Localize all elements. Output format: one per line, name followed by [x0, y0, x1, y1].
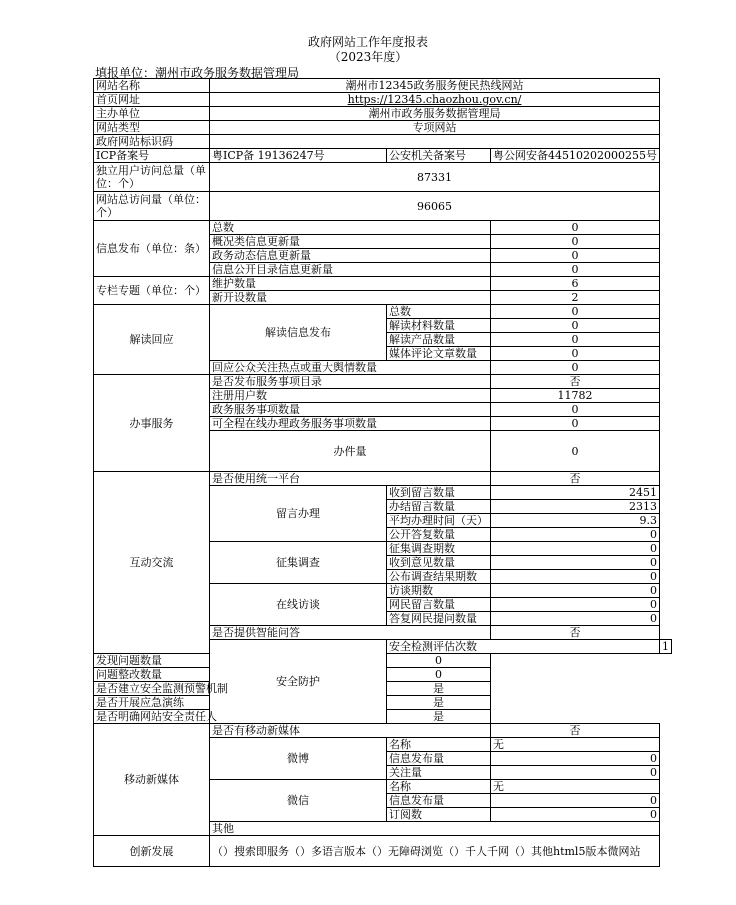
row-value: 无: [491, 780, 660, 794]
row-value: 0: [491, 570, 660, 584]
table-row: [94, 135, 672, 149]
row-value: 0: [491, 752, 660, 766]
row-value: 0: [491, 542, 660, 556]
row-value: 否: [491, 626, 660, 640]
cell-label: 网站类型: [94, 121, 210, 135]
row-label: 办件量: [210, 431, 491, 472]
row-value: 6: [491, 277, 660, 291]
row-label: 解读材料数量: [387, 319, 491, 333]
row-label: 信息公开目录信息更新量: [210, 263, 491, 277]
report-table: [93, 78, 672, 867]
row-label: 可全程在线办理政务服务事项数量: [210, 417, 491, 431]
table-row: [94, 79, 672, 93]
table-row: [94, 107, 672, 121]
icp-number: 粤ICP备 19136247号: [210, 149, 387, 163]
table-row: [94, 472, 672, 486]
table-row: [94, 836, 672, 867]
row-value: 0: [491, 808, 660, 822]
row-label: 公开答复数量: [387, 528, 491, 542]
report-year: （2023年度）: [328, 50, 408, 64]
row-label: 是否发布服务事项目录: [210, 375, 491, 389]
row-label: 政务服务事项数量: [210, 403, 491, 417]
row-value: 0: [387, 668, 491, 682]
row-label: 信息发布量: [387, 794, 491, 808]
row-label: 是否有移动新媒体: [210, 724, 491, 738]
row-label: 回应公众关注热点或重大舆情数量: [210, 361, 491, 375]
row-label: 是否明确网站安全责任人: [94, 710, 387, 724]
row-label: 关注量: [387, 766, 491, 780]
table-row: [94, 192, 672, 221]
sub-label: 解读信息发布: [210, 305, 387, 361]
cell-label: 首页网址: [94, 93, 210, 107]
filling-unit: 填报单位：潮州市政务服务数据管理局: [95, 66, 300, 80]
report-title: 政府网站工作年度报表: [307, 35, 428, 49]
section-label: 安全防护: [210, 640, 387, 724]
cell-label: 主办单位: [94, 107, 210, 121]
row-value: 9.3: [491, 514, 660, 528]
row-label: 收到留言数量: [387, 486, 491, 500]
table-row: [94, 221, 672, 235]
row-label: 公布调查结果期数: [387, 570, 491, 584]
row-label: 平均办理时间（天）: [387, 514, 491, 528]
row-value: 0: [491, 263, 660, 277]
section-label: 办事服务: [94, 375, 210, 472]
row-label: 访谈期数: [387, 584, 491, 598]
row-value: 11782: [491, 389, 660, 403]
row-value: 0: [491, 417, 660, 431]
table-row: [94, 121, 672, 135]
cell-label: 网站总访问量（单位：个）: [94, 192, 210, 221]
row-label: 维护数量: [210, 277, 491, 291]
section-label: 创新发展: [94, 836, 210, 867]
section-label: 互动交流: [94, 472, 210, 654]
row-value: 0: [491, 598, 660, 612]
row-label: 是否提供智能问答: [210, 626, 491, 640]
table-row: [94, 375, 672, 389]
site-code: [210, 135, 660, 149]
sub-label: 留言办理: [210, 486, 387, 542]
row-value: 0: [491, 361, 660, 375]
uv-value: 87331: [210, 163, 660, 192]
table-row: [94, 668, 672, 682]
row-label: 发现问题数量: [94, 654, 387, 668]
sub-label: 微博: [210, 738, 387, 780]
row-label: 问题整改数量: [94, 668, 387, 682]
row-label: 新开设数量: [210, 291, 491, 305]
cell-label: 独立用户访问总量（单位：个）: [94, 163, 210, 192]
cell-label: 网站名称: [94, 79, 210, 93]
table-row: [94, 682, 672, 696]
row-value: 0: [491, 235, 660, 249]
row-label: 媒体评论文章数量: [387, 347, 491, 361]
row-value: 0: [491, 766, 660, 780]
cell-label: ICP备案号: [94, 149, 210, 163]
row-label: 订阅数: [387, 808, 491, 822]
table-row: [94, 277, 672, 291]
row-label: 政务动态信息更新量: [210, 249, 491, 263]
cell-label: 公安机关备案号: [387, 149, 491, 163]
table-row: [94, 149, 672, 163]
row-value: 无: [491, 738, 660, 752]
row-value: 0: [491, 528, 660, 542]
sub-label: 微信: [210, 780, 387, 822]
row-value: 2313: [491, 500, 660, 514]
table-row: [94, 710, 672, 724]
row-label: 办结留言数量: [387, 500, 491, 514]
row-label: 名称: [387, 780, 491, 794]
cell-label: 政府网站标识码: [94, 135, 210, 149]
row-value: 是: [387, 682, 491, 696]
table-row: [94, 654, 672, 668]
row-label: 总数: [387, 305, 491, 319]
row-value: 0: [491, 347, 660, 361]
sponsor: 潮州市政务服务数据管理局: [210, 107, 660, 121]
pv-value: 96065: [210, 192, 660, 221]
row-label: 网民留言数量: [387, 598, 491, 612]
table-row: [94, 305, 672, 319]
row-value: 2451: [491, 486, 660, 500]
row-value: 1: [659, 640, 671, 654]
site-name: 潮州市12345政务服务便民热线网站: [210, 79, 660, 93]
row-label: 名称: [387, 738, 491, 752]
row-label: 是否使用统一平台: [210, 472, 491, 486]
row-label: 概况类信息更新量: [210, 235, 491, 249]
row-label: 解读产品数量: [387, 333, 491, 347]
row-label: 是否开展应急演练: [94, 696, 387, 710]
row-label: 信息发布量: [387, 752, 491, 766]
site-type: 专项网站: [210, 121, 660, 135]
table-row: [94, 163, 672, 192]
home-url-link[interactable]: https://12345.chaozhou.gov.cn/: [347, 93, 522, 106]
row-value: 0: [491, 556, 660, 570]
section-label: 解读回应: [94, 305, 210, 375]
row-label: 其他: [210, 822, 660, 836]
table-row: [94, 724, 672, 738]
row-value: 0: [491, 403, 660, 417]
row-value: 2: [491, 291, 660, 305]
row-value: 否: [491, 724, 660, 738]
section-label: 移动新媒体: [94, 724, 210, 836]
table-row: [94, 93, 672, 107]
sub-label: 在线访谈: [210, 584, 387, 626]
police-number: 粤公网安备44510202000255号: [491, 149, 660, 163]
row-label: 安全检测评估次数: [387, 640, 660, 654]
section-label: 信息发布（单位：条）: [94, 221, 210, 277]
row-value: 0: [491, 431, 660, 472]
row-value: 0: [491, 305, 660, 319]
row-value: 0: [491, 584, 660, 598]
sub-label: 征集调查: [210, 542, 387, 584]
row-label: 是否建立安全监测预警机制: [94, 682, 387, 696]
row-label: 注册用户数: [210, 389, 491, 403]
row-label: 总数: [210, 221, 491, 235]
table-row: [94, 696, 672, 710]
row-value: 0: [491, 333, 660, 347]
row-label: 征集调查期数: [387, 542, 491, 556]
section-label: 专栏专题（单位：个）: [94, 277, 210, 305]
row-value: 0: [387, 654, 491, 668]
row-value: 0: [491, 794, 660, 808]
row-value: 0: [491, 612, 660, 626]
row-value: 是: [387, 696, 491, 710]
innovation-text: （）搜索即服务（）多语言版本（）无障碍浏览（）千人千网（）其他html5版本微网站: [210, 836, 660, 867]
row-label: 收到意见数量: [387, 556, 491, 570]
row-value: 否: [491, 472, 660, 486]
row-value: 0: [491, 249, 660, 263]
row-value: 是: [387, 710, 491, 724]
row-value: 0: [491, 319, 660, 333]
row-value: 0: [491, 221, 660, 235]
row-value: 否: [491, 375, 660, 389]
row-label: 答复网民提问数量: [387, 612, 491, 626]
